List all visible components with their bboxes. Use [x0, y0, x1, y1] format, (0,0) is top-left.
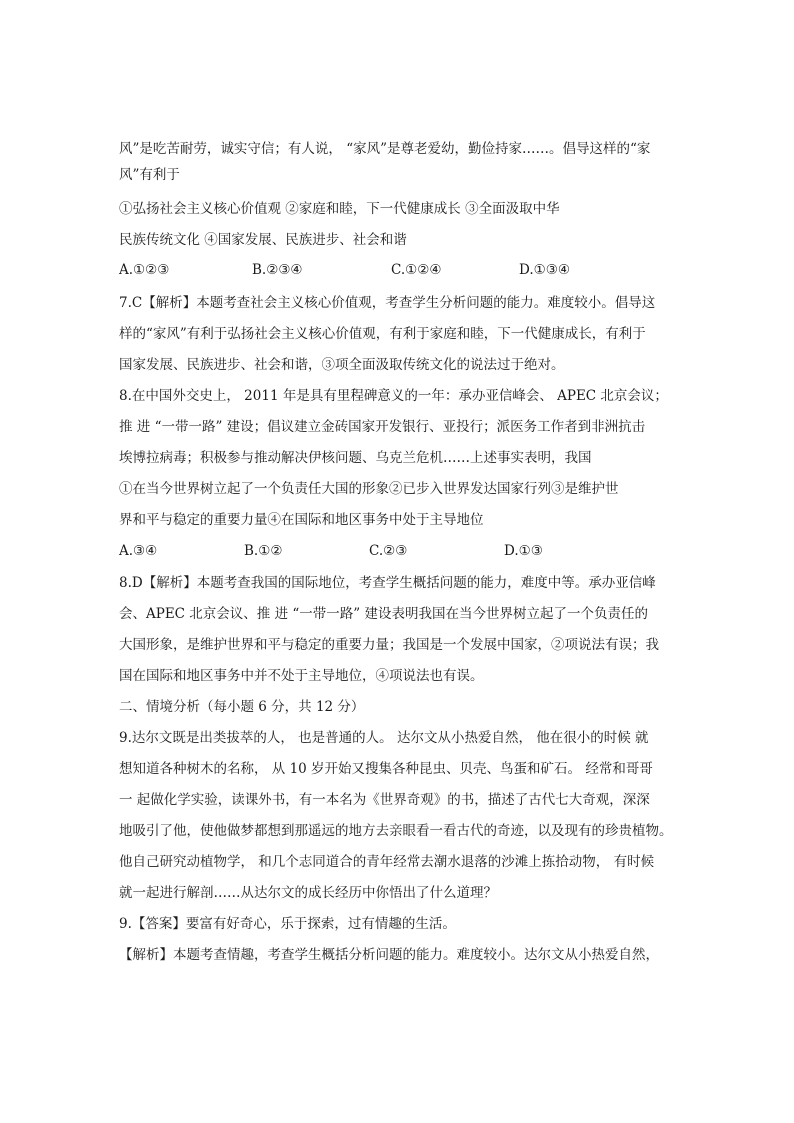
- q9-line-3: 一 起做化学实验，读课外书，有一本名为《世界奇观》的书，描述了古代七大奇观，深深: [119, 792, 650, 808]
- a8-line-4: 国在国际和地区事务中并不处于主导地位，④项说法也有误。: [119, 668, 484, 684]
- q8-option-c: C.②③: [369, 543, 408, 559]
- a7-line-1: 7.C【解析】本题考查社会主义核心价值观，考查学生分析问题的能力。难度较小。倡导这: [119, 295, 656, 311]
- q8-line-2: 推 进 “一带一路” 建设；倡议建立金砖国家开发银行、亚投行；派医务工作者到非洲抗击: [119, 419, 646, 435]
- q8-option-b: B.①②: [244, 543, 283, 559]
- q8-line-3: 埃博拉病毒；积极参与推动解决伊核问题、乌克兰危机……上述事实表明，我国: [119, 450, 592, 466]
- q6-option-a: A.①②③: [119, 262, 170, 278]
- a8-line-3: 大国形象，是维护世界和平与稳定的重要力量；我国是一个发展中国家，②项说法有误；我: [119, 637, 659, 653]
- a7-line-2: 样的“家风”有利于弘扬社会主义核心价值观，有利于家庭和睦，下一代健康成长，有利于: [119, 326, 646, 342]
- q6-items-line-2: 民族传统文化 ④国家发展、民族进步、社会和谐: [119, 232, 407, 248]
- q6-items-line-1: ①弘扬社会主义核心价值观 ②家庭和睦，下一代健康成长 ③全面汲取中华: [119, 201, 560, 217]
- q6-option-c: C.①②④: [391, 262, 442, 278]
- section-2-title: 二、情境分析（每小题 6 分，共 12 分）: [119, 699, 365, 715]
- q8-items-line-1: ①在当今世界树立起了一个负责任大国的形象②已步入世界发达国家行列③是维护世: [119, 481, 619, 497]
- q9-line-6: 就一起进行解剖……从达尔文的成长经历中你悟出了什么道理？: [119, 885, 497, 901]
- q9-line-1: 9.达尔文既是出类拔萃的人， 也是普通的人。 达尔文从小热爱自然， 他在很小的时候 就: [119, 730, 649, 746]
- a7-line-3: 国家发展、民族进步、社会和谐，③项全面汲取传统文化的说法过于绝对。: [119, 357, 565, 373]
- q8-option-a: A.③④: [119, 543, 158, 559]
- q6-option-b: B.②③④: [252, 262, 303, 278]
- a8-line-2: 会、APEC 北京会议、推 进 “一带一路” 建设表明我国在当今世界树立起了一个负责任的: [119, 606, 648, 622]
- q8-line-1: 8.在中国外交史上， 2011 年是具有里程碑意义的一年：承办亚信峰会、 APEC 北京会议；: [119, 388, 668, 404]
- a9-answer: 9.【答案】要富有好奇心，乐于探索，过有情趣的生活。: [119, 916, 456, 932]
- q6-stem-line-1: 风”是吃苦耐劳，诚实守信；有人说， “家风”是尊老爱幼，勤俭持家……。倡导这样的“家: [119, 141, 651, 157]
- q6-option-d: D.①③④: [519, 262, 570, 278]
- q8-option-d: D.①③: [504, 543, 543, 559]
- q9-line-2: 想知道各种树木的名称， 从 10 岁开始又搜集各种昆虫、贝壳、鸟蛋和矿石。 经常和哥哥: [119, 761, 653, 777]
- q9-line-4: 地吸引了他，使他做梦都想到那遥远的地方去亲眼看一看古代的奇迹，以及现有的珍贵植物。: [119, 823, 673, 839]
- q8-options: [119, 539, 679, 563]
- a9-analysis: 【解析】本题考查情趣，考查学生概括分析问题的能力。难度较小。达尔文从小热爱自然，: [119, 947, 659, 963]
- q8-items-line-2: 界和平与稳定的重要力量④在国际和地区事务中处于主导地位: [119, 512, 484, 528]
- q6-stem-line-2: 风”有利于: [119, 167, 180, 183]
- q6-options: [119, 258, 679, 282]
- a8-line-1: 8.D【解析】本题考查我国的国际地位，考查学生概括问题的能力，难度中等。承办亚信峰: [119, 575, 656, 591]
- q9-line-5: 他自己研究动植物学， 和几个志同道合的青年经常去潮水退落的沙滩上拣拾动物， 有时候: [119, 854, 655, 870]
